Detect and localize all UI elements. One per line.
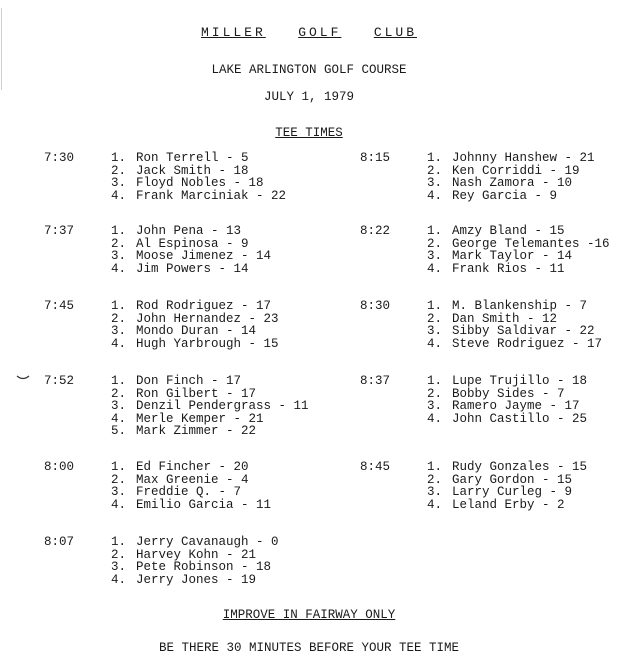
- player-number: 4.: [426, 261, 442, 276]
- player-number: 4.: [426, 188, 442, 203]
- player-number: 2.: [426, 311, 442, 326]
- player-number: 1.: [110, 535, 126, 549]
- player-number: 4.: [426, 411, 442, 426]
- player-name-handicap: Denzil Pendergrass - 11: [136, 399, 309, 413]
- player-row: [96, 152, 249, 165]
- player-name-handicap: Johnny Hanshew - 21: [452, 151, 595, 165]
- player-number: 3.: [426, 176, 442, 190]
- player-name-handicap: Moose Jimenez - 14: [136, 249, 272, 263]
- player-name-handicap: Ken Corriddi - 19: [452, 163, 580, 178]
- player-number: 3.: [110, 485, 126, 499]
- player-row: [412, 486, 572, 499]
- player-name-handicap: Merle Kemper - 21: [136, 411, 264, 426]
- tee-time: 7:37: [44, 224, 75, 238]
- player-number: 4.: [110, 572, 126, 587]
- player-number: 2.: [426, 386, 442, 401]
- player-row: [412, 250, 572, 263]
- player-number: 2.: [110, 236, 126, 251]
- player-name-handicap: Mark Zimmer - 22: [136, 424, 257, 438]
- player-number: 1.: [426, 374, 442, 388]
- player-name-handicap: Jim Powers - 14: [136, 261, 249, 276]
- player-name-handicap: John Castillo - 25: [452, 411, 588, 426]
- player-row: [412, 177, 572, 190]
- tee-time: 8:22: [360, 224, 391, 238]
- tee-time: 7:45: [44, 299, 75, 313]
- player-number: 4.: [110, 497, 126, 512]
- player-number: 3.: [110, 249, 126, 263]
- tee-time: 8:45: [360, 460, 391, 474]
- player-row: [412, 263, 565, 276]
- player-number: 1.: [426, 224, 442, 238]
- player-name-handicap: Ron Terrell - 5: [136, 151, 249, 165]
- player-row: [96, 250, 271, 263]
- player-row: [96, 486, 241, 499]
- player-number: 5.: [110, 424, 126, 438]
- club-title: [0, 25, 618, 40]
- player-row: [412, 152, 595, 165]
- event-date: JULY 1, 1979: [263, 90, 354, 104]
- tee-time: 7:30: [44, 151, 75, 165]
- title-word-3: CLUB: [373, 25, 418, 40]
- player-row: [412, 375, 587, 388]
- player-name-handicap: Don Finch - 17: [136, 374, 242, 388]
- player-name-handicap: Sibby Saldivar - 22: [452, 324, 595, 338]
- player-row: [96, 561, 271, 574]
- player-row: [96, 225, 241, 238]
- player-name-handicap: Amzy Bland - 15: [452, 224, 565, 238]
- player-name-handicap: Rudy Gonzales - 15: [452, 460, 588, 474]
- player-row: [96, 461, 249, 474]
- tee-time: 8:37: [360, 374, 391, 388]
- tee-time: 7:52: [44, 374, 75, 388]
- player-number: 2.: [110, 386, 126, 401]
- player-name-handicap: Frank Marciniak - 22: [136, 188, 287, 203]
- player-name-handicap: Gary Gordon - 15: [452, 472, 573, 487]
- player-row: [96, 263, 249, 276]
- player-number: 4.: [110, 411, 126, 426]
- pen-mark: [16, 374, 30, 382]
- player-row: [96, 338, 279, 351]
- player-row: [412, 499, 565, 512]
- player-name-handicap: Emilio Garcia - 11: [136, 497, 272, 512]
- player-number: 3.: [110, 176, 126, 190]
- player-number: 1.: [426, 299, 442, 313]
- player-name-handicap: Larry Curleg - 9: [452, 485, 573, 499]
- player-row: [96, 499, 271, 512]
- player-name-handicap: Mark Taylor - 14: [452, 249, 573, 263]
- player-row: [96, 536, 279, 549]
- player-row: [96, 190, 286, 203]
- player-row: [96, 425, 256, 438]
- player-name-handicap: Mondo Duran - 14: [136, 324, 257, 338]
- player-number: 4.: [426, 497, 442, 512]
- tee-times-heading: TEE TIMES: [275, 126, 343, 140]
- player-number: 3.: [110, 560, 126, 574]
- player-name-handicap: Pete Robinson - 18: [136, 560, 272, 574]
- player-number: 4.: [426, 336, 442, 351]
- player-number: 3.: [426, 324, 442, 338]
- player-name-handicap: Steve Rodriguez - 17: [452, 336, 603, 351]
- player-number: 2.: [426, 236, 442, 251]
- player-name-handicap: Hugh Yarbrough - 15: [136, 336, 279, 351]
- player-name-handicap: Lupe Trujillo - 18: [452, 374, 588, 388]
- tee-time: 8:07: [44, 535, 75, 549]
- player-row: [412, 413, 587, 426]
- player-name-handicap: George Telemantes -16: [452, 236, 610, 251]
- player-number: 1.: [426, 460, 442, 474]
- player-row: [412, 190, 557, 203]
- player-row: [96, 375, 241, 388]
- player-name-handicap: Floyd Nobles - 18: [136, 176, 264, 190]
- player-name-handicap: Jerry Cavanaugh - 0: [136, 535, 279, 549]
- page-edge-mark: [1, 8, 2, 90]
- player-name-handicap: Ron Gilbert - 17: [136, 386, 257, 401]
- player-number: 2.: [110, 547, 126, 562]
- player-name-handicap: Jerry Jones - 19: [136, 572, 257, 587]
- player-number: 2.: [110, 311, 126, 326]
- player-name-handicap: Rey Garcia - 9: [452, 188, 558, 203]
- player-number: 1.: [110, 299, 126, 313]
- player-number: 3.: [426, 485, 442, 499]
- player-number: 4.: [110, 188, 126, 203]
- player-name-handicap: John Hernandez - 23: [136, 311, 279, 326]
- player-row: [412, 400, 580, 413]
- player-row: [412, 300, 587, 313]
- player-number: 4.: [110, 261, 126, 276]
- player-number: 3.: [110, 399, 126, 413]
- player-number: 1.: [426, 151, 442, 165]
- player-row: [96, 574, 256, 587]
- player-row: [96, 300, 271, 313]
- player-name-handicap: Jack Smith - 18: [136, 163, 249, 178]
- player-name-handicap: Al Espinosa - 9: [136, 236, 249, 251]
- player-row: [96, 400, 309, 413]
- player-row: [96, 177, 264, 190]
- tee-time: 8:00: [44, 460, 75, 474]
- arrival-reminder: BE THERE 30 MINUTES BEFORE YOUR TEE TIME: [158, 641, 460, 655]
- player-row: [96, 325, 256, 338]
- player-name-handicap: Rod Rodriguez - 17: [136, 299, 272, 313]
- player-name-handicap: Bobby Sides - 7: [452, 386, 565, 401]
- player-number: 1.: [110, 460, 126, 474]
- player-number: 2.: [426, 472, 442, 487]
- player-number: 2.: [110, 163, 126, 178]
- player-name-handicap: Nash Zamora - 10: [452, 176, 573, 190]
- player-row: [412, 225, 565, 238]
- player-number: 3.: [426, 249, 442, 263]
- title-word-1: MILLER: [200, 25, 266, 40]
- player-number: 1.: [110, 374, 126, 388]
- player-name-handicap: Ed Fincher - 20: [136, 460, 249, 474]
- player-name-handicap: Dan Smith - 12: [452, 311, 558, 326]
- player-number: 3.: [110, 324, 126, 338]
- player-number: 4.: [110, 336, 126, 351]
- player-name-handicap: Harvey Kohn - 21: [136, 547, 257, 562]
- player-number: 1.: [110, 224, 126, 238]
- tee-time: 8:15: [360, 151, 391, 165]
- course-name: LAKE ARLINGTON GOLF COURSE: [211, 63, 407, 77]
- player-name-handicap: Freddie Q. - 7: [136, 485, 242, 499]
- player-number: 2.: [110, 472, 126, 487]
- player-name-handicap: Max Greenie - 4: [136, 472, 249, 487]
- player-row: [412, 461, 587, 474]
- player-name-handicap: Frank Rios - 11: [452, 261, 565, 276]
- player-name-handicap: Leland Erby - 2: [452, 497, 565, 512]
- player-number: 2.: [426, 163, 442, 178]
- tee-time: 8:30: [360, 299, 391, 313]
- title-word-2: GOLF: [298, 25, 342, 40]
- player-row: [412, 338, 602, 351]
- player-name-handicap: John Pena - 13: [136, 224, 242, 238]
- player-row: [412, 325, 595, 338]
- player-number: 3.: [426, 399, 442, 413]
- player-name-handicap: M. Blankenship - 7: [452, 299, 588, 313]
- player-name-handicap: Ramero Jayme - 17: [452, 399, 580, 413]
- fairway-rule: IMPROVE IN FAIRWAY ONLY: [222, 608, 396, 622]
- player-number: 1.: [110, 151, 126, 165]
